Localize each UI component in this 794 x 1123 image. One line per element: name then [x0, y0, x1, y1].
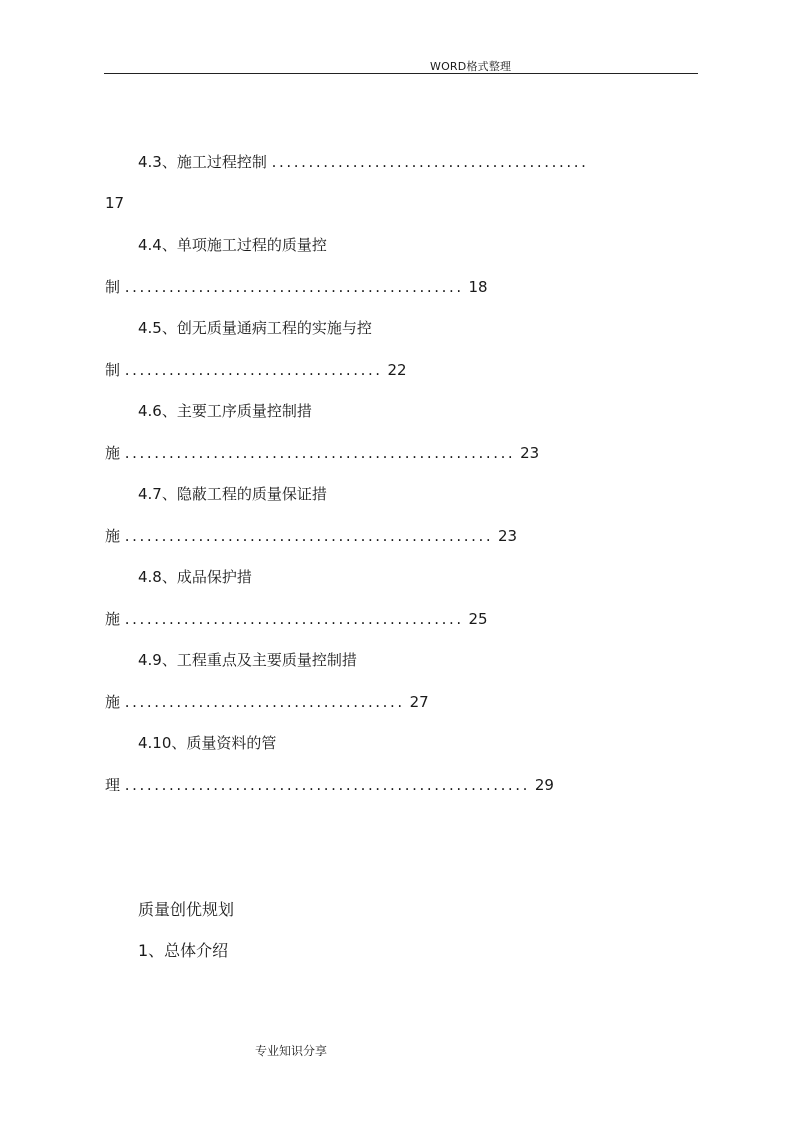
toc-entry-4-4[interactable]: 4.4、单项施工过程的质量控: [138, 236, 327, 254]
toc-page-number: 23: [497, 527, 518, 545]
toc-entry-4-6[interactable]: 4.6、主要工序质量控制措: [138, 402, 312, 420]
toc-leader-dots: ......................................: [124, 693, 405, 711]
toc-entry-tail: 制: [105, 361, 121, 379]
toc-leader-dots: .....................................................: [124, 444, 516, 462]
toc-page-number: 29: [534, 776, 554, 794]
toc-leader-dots: ...................................: [124, 361, 383, 379]
toc-entry-4-8[interactable]: 4.8、成品保护措: [138, 568, 252, 586]
toc-entry-4-7-tail[interactable]: [105, 526, 517, 546]
toc-leader-dots: ..............................................: [124, 610, 464, 628]
page-footer: 专业知识分享: [255, 1044, 328, 1058]
toc-entry-tail: 施: [105, 527, 121, 545]
toc-page-number: 27: [409, 693, 429, 711]
toc-page-number: 25: [468, 610, 488, 628]
toc-entry-4-9-tail[interactable]: [105, 692, 429, 712]
toc-entry-4-5-tail[interactable]: [105, 360, 407, 380]
toc-entry-title: 4.3、施工过程控制: [138, 153, 267, 171]
toc-page-number: 22: [387, 361, 407, 379]
toc-entry-4-7[interactable]: 4.7、隐蔽工程的质量保证措: [138, 485, 327, 503]
toc-entry-tail: 施: [105, 610, 121, 628]
header-text: WORD格式整理: [430, 60, 512, 73]
toc-entry-tail: 施: [105, 444, 121, 462]
toc-entry-4-10[interactable]: 4.10、质量资料的管: [138, 734, 277, 752]
section-heading: 质量创优规划: [138, 900, 235, 919]
toc-entry-4-4-tail[interactable]: [105, 277, 488, 297]
toc-page-number: 17: [105, 194, 125, 212]
toc-leader-dots: ...........................................: [271, 153, 589, 171]
header-rule: [104, 73, 698, 74]
toc-leader-dots: ..................................................: [124, 527, 494, 545]
toc-entry-tail: 制: [105, 278, 121, 296]
toc-entry-tail: 施: [105, 693, 121, 711]
toc-entry-4-6-tail[interactable]: [105, 443, 539, 463]
toc-entry-4-9[interactable]: 4.9、工程重点及主要质量控制措: [138, 651, 357, 669]
toc-entry-4-3[interactable]: [138, 152, 588, 172]
toc-entry-tail: 理: [105, 776, 121, 794]
toc-entry-4-5[interactable]: 4.5、创无质量通病工程的实施与控: [138, 319, 372, 337]
section-1-heading: 1、总体介绍: [138, 941, 229, 960]
toc-entry-4-10-tail[interactable]: [105, 775, 554, 795]
toc-leader-dots: .......................................................: [124, 776, 531, 794]
toc-entry-4-8-tail[interactable]: [105, 609, 488, 629]
toc-page-number: 23: [520, 444, 540, 462]
toc-leader-dots: ..............................................: [124, 278, 464, 296]
toc-page-number: 18: [468, 278, 488, 296]
